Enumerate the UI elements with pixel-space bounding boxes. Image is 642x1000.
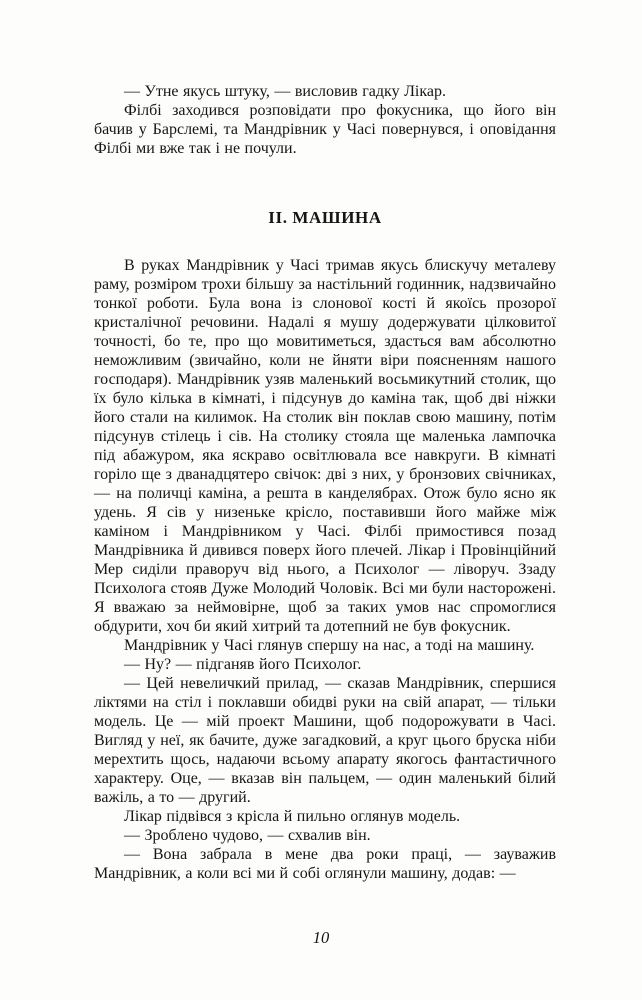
chapter-heading: II. МАШИНА [268, 208, 382, 227]
paragraph: В руках Мандрівник у Часі тримав якусь блискучу металеву раму, розміром трохи більшу за настільний годинник, надзвичайно тонкої роботи. Була вона із слонової кості й якоїсь прозорої кристалічної речовини. Надалі я мушу додержувати цілковитої точності, бо те, про що мовитиметься, здасться вам абсолютно неможливим (звичайно, коли не йняти віри поясненням нашого господаря). Мандрівник узяв маленький восьмикутний столик, що їх було кілька в кімнаті, і підсунув до каміна так, щоб дві ніжки його стали на килимок. На столик він поклав свою машину, потім підсунув стілець і сів. На столику стояла ще маленька лампочка під абажуром, яка яскраво освітлювала все навкруги. В кімнаті горіло ще з дванадцятеро свічок: дві з них, у бронзових свічниках, — на поличці каміна, а решта в канделябрах. Отож було ясно як удень. Я сів у низеньке крісло, поставивши його майже між каміном і Мандрівником у Часі. Філбі примостився позад Мандрівника й дивився поверх його плечей. Лікар і Провінційний Мер сиділи праворуч від нього, а Психолог — ліворуч. Ззаду Психолога стояв Дуже Молодий Чоловік. Всі ми були насторожені. Я вважаю за неймовірне, щоб за таких умов нас спромоглися обдурити, хоч би який хитрий та дотепний не був фокусник. [94, 257, 556, 635]
paragraph: — Цей невеличкий прилад, — сказав Мандрівник, спершися ліктями на стіл і поклавши обидві руки на свій апарат, — тільки модель. Це — мій проект Машини, щоб подорожувати в Часі. Вигляд у неї, як бачите, дуже загадковий, а круг цього бруска ніби мерехтить щось, надаючи всьому апарату якогось фантастичного характеру. Оце, — вказав він пальцем, — один маленький білий важіль, а то — другий. [94, 675, 556, 806]
page-number: 10 [312, 928, 330, 947]
page-text [94, 82, 556, 883]
paragraph: — Вона забрала в мене два роки праці, — зауважив Мандрівник, а коли всі ми й собі оглянули машину, додав: — [94, 846, 556, 882]
paragraph: — Ну? — підганяв його Психолог. [124, 656, 362, 673]
paragraph: Філбі заходився розповідати про фокусника, що його він бачив у Барслемі, та Мандрівник у Часі повернувся, і оповідання Філбі ми вже так і не почули. [94, 102, 556, 157]
paragraph: Лікар підвівся з крісла й пильно оглянув модель. [124, 808, 461, 825]
paragraph: — Утне якусь штуку, — висловив гадку Лікар. [124, 83, 446, 100]
paragraph: — Зроблено чудово, — схвалив він. [124, 827, 371, 844]
paragraph: Мандрівник у Часі глянув спершу на нас, а тоді на машину. [124, 637, 535, 654]
